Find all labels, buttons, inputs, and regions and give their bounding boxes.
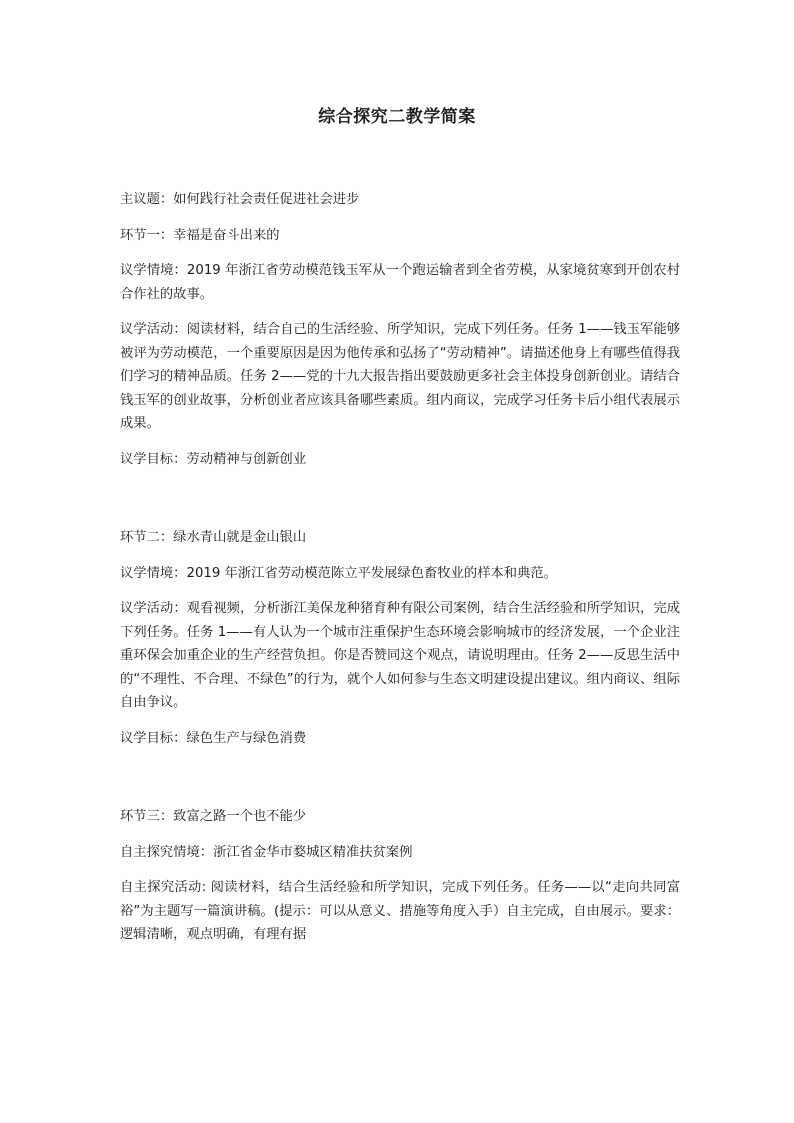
section1-heading: 环节一：幸福是奋斗出来的 [120, 227, 280, 243]
section-spacer [120, 762, 680, 805]
section3-heading: 环节三：致富之路一个也不能少 [120, 809, 307, 824]
document-body [120, 188, 680, 959]
section2-scenario: 议学情境：2019 年浙江省劳动模范陈立平发展绿色畜牧业的样本和典范。 [120, 565, 557, 581]
section3-scenario: 自主探究情境：浙江省金华市婺城区精准扶贫案例 [120, 844, 413, 860]
section2-heading: 环节二：绿水青山就是金山银山 [120, 530, 307, 545]
document-title: 综合探究二教学简案 [318, 107, 476, 127]
section-spacer [120, 483, 680, 526]
section2-goal: 议学目标：绿色生产与绿色消费 [120, 730, 307, 746]
section1-goal: 议学目标：劳动精神与创新创业 [120, 451, 307, 467]
section1-scenario: 议学情境：2019 年浙江省劳动模范钱玉军从一个跑运输者到全省劳模，从家境贫寒到开创农村合作社的故事。 [120, 263, 680, 302]
section3-activity: 自主探究活动: 阅读材料，结合生活经验和所学知识，完成下列任务。任务——以“走向共同富裕”为主题写一篇演讲稿。(提示：可以从意义、措施等角度入手）自主完成，自由展示。要求：逻辑清晰，观点明确，有理有据 [120, 880, 680, 942]
section1-activity: 议学活动：阅读材料，结合自己的生活经验、所学知识，完成下列任务。任务 1——钱玉军能够被评为劳动模范，一个重要原因是因为他传承和弘扬了“劳动精神”。请描述他身上有哪些值得我们学习的精神品质。任务 2——党的十九大报告指出要鼓励更多社会主体投身创新创业。请结合钱玉军的创业故事，分析创业者应该具备哪些素质。组内商议，完成学习任务卡后小组代表展示成果。 [120, 322, 680, 431]
section2-activity: 议学活动：观看视频，分析浙江美保龙种猪育种有限公司案例，结合生活经验和所学知识，完成下列任务。任务 1——有人认为一个城市注重保护生态环境会影响城市的经济发展，一个企业注重环保会加重企业的生产经营负担。你是否赞同这个观点，请说明理由。任务 2——反思生活中的“不理性、不合理、不绿色”的行为，就个人如何参与生态文明建设提出建议。组内商议、组际自由争议。 [120, 601, 680, 710]
main-topic: 主议题：如何践行社会责任促进社会进步 [120, 192, 360, 207]
